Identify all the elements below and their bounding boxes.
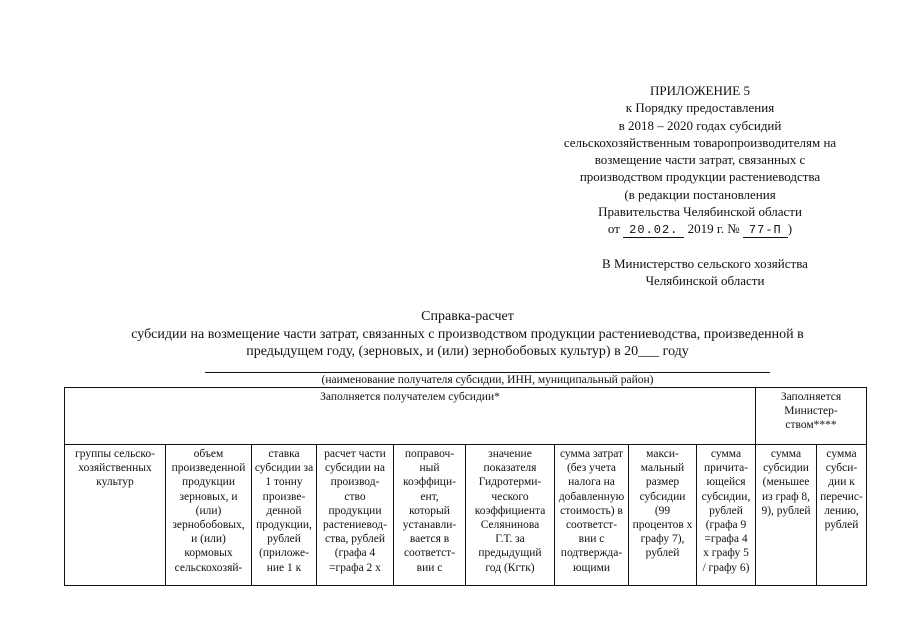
column-header-line: ство [344,490,366,503]
date-suffix: 2019 г. № [687,221,740,237]
column-header-line: поправоч- [404,448,455,460]
document-title [70,308,865,361]
appendix-line: сельскохозяйственным товаропроизводителям на [563,134,837,150]
column-header-line: расчет части [324,448,386,460]
column-header-line: 1 тонну [265,476,303,489]
column-header [252,445,317,586]
column-header-line: подтвержда- [560,547,623,560]
column-header-line: культур [96,476,134,489]
column-header [317,445,394,586]
column-header-line: (графа 4 [334,547,376,560]
column-header-line: мальный [640,462,685,475]
column-header-line: вии с [578,533,605,546]
column-header-line: =графа 2 х [329,561,381,574]
column-header-line: продукции [182,476,235,489]
column-header-line: растениевод- [323,519,387,532]
table-group-header [65,388,867,445]
column-header-line: (меньшее [762,476,810,489]
appendix-date-line [535,220,865,239]
column-header-line: 9), рублей [761,504,811,517]
ministry-line: В Министерство сельского хозяйства [602,256,808,271]
column-header-line: х графу 5 [703,547,749,560]
appendix-line: Правительства Челябинской области [598,204,802,220]
title-line: предыдущем году, (зерновых, и (или) зернобобовых культур) в 20___ году [246,344,689,359]
column-header-line: сумма затрат [559,448,624,460]
recipient-name-line [205,372,770,373]
column-header-line: ный [419,462,440,475]
column-header-line: ющейся [706,476,746,489]
column-header-line: объем [193,448,224,460]
column-header [697,445,756,586]
column-header-line: рублей [267,533,301,546]
column-header-line: субсидии за [254,462,314,475]
column-header-line: продукции, [256,519,312,532]
appendix-line: возмещение части затрат, связанных с [594,152,806,168]
column-header-line: группы сельско- [75,448,155,460]
column-header [629,445,697,586]
column-header-line: рублей [709,504,743,517]
column-header [756,445,817,586]
column-header-line: денной [266,504,302,517]
column-header-line: производ- [330,476,380,489]
ministry-line: Челябинской области [645,273,765,289]
column-header-line: рублей [824,519,859,532]
column-header-line: вии с [416,561,443,574]
appendix-line: к Порядку предоставления [625,100,775,116]
number-suffix: ) [787,221,793,237]
column-header-line: коэффици- [403,476,456,489]
group-recipient: Заполняется получателем субсидии* [65,388,756,445]
column-header-line: лению, [824,504,859,517]
column-header-line: который [409,504,450,517]
handwritten-number: 77-П [743,223,788,238]
column-header-line: субсидии, [701,490,751,503]
column-header [65,445,166,586]
appendix-line: (в редакции постановления [624,186,776,202]
column-header-line: субсидии [763,462,809,475]
column-header-line: субсидии на [325,462,385,475]
column-header-line: макси- [646,448,679,460]
column-header-line: соответст- [403,547,456,560]
column-header-line: =графа 4 [704,533,748,546]
column-header-line: устанавли- [402,519,457,532]
column-header-line: причита- [703,462,749,475]
column-header-line: кормовых [184,547,233,560]
column-header-line: дии к [828,476,855,489]
column-header-line: сумма [770,448,802,460]
appendix-block [535,82,865,240]
column-header-line: ства, рублей [324,533,386,546]
column-header [466,445,555,586]
appendix-line: производством продукции растениеводства [579,169,821,185]
column-header-line: предыдущий [478,547,542,560]
recipient-caption: (наименование получателя субсидии, ИНН, муниципальный район) [321,374,654,386]
column-header-line: сумма [826,448,857,460]
column-header-line: зерновых, и [179,490,238,503]
column-header-line: Гидротерми- [478,476,542,489]
column-header-line: ющими [572,561,611,574]
column-header-line: произведенной [171,462,246,475]
column-header-line: размер [645,476,680,489]
column-header-line: субсидии [639,490,686,503]
column-header [555,445,629,586]
column-header-line: (или) [195,504,222,517]
appendix-line: в 2018 – 2020 годах субсидий [618,117,782,133]
column-header-line: произве- [262,490,306,503]
column-header-line: добавленную [558,490,625,503]
column-header-line: Селянинова [480,519,540,532]
column-header-line: рублей [645,547,680,560]
table-column-headers [65,445,867,586]
group-ministry: Заполняется Министер- ством**** [756,388,867,445]
column-header-line: вается в [409,533,450,546]
date-prefix: от [607,221,620,237]
column-header-line: / графу 6) [702,561,750,574]
column-header-line: ент, [420,490,439,503]
column-header [394,445,466,586]
column-header-line: значение [488,448,532,460]
column-header-line: из граф 8, [761,490,811,503]
column-header-line: (99 [654,504,671,517]
column-header-line: год (Кгтк) [485,561,535,574]
column-header-line: перечис- [820,490,863,503]
calculation-table [64,387,867,586]
appendix-line: ПРИЛОЖЕНИЕ 5 [650,83,750,98]
column-header-line: субси- [825,462,858,475]
column-header-line: (графа 9 [705,519,747,532]
title-line: субсидии на возмещение части затрат, связанных с производством продукции растениеводства, произведенной в [131,326,804,342]
column-header-line: стоимость) в [560,504,623,517]
handwritten-date: 20.02. [623,223,684,238]
column-header-line: хозяйственных [78,462,152,475]
column-header-line: налога на [568,476,615,489]
column-header [166,445,252,586]
title-line: Справка-расчет [421,309,514,324]
column-header-line: соответст- [565,519,618,532]
column-header-line: и (или) [191,533,226,546]
column-header-line: ческого [491,490,529,503]
column-header-line: сельскохозяй- [174,561,243,574]
column-header-line: графу 7), [640,533,685,546]
column-header-line: продукции [328,504,382,517]
column-header-line: Г.Т. за [495,533,525,546]
column-header-line: коэффициента [474,504,546,517]
column-header-line: сумма [710,448,742,460]
column-header-line: ние 1 к [266,561,302,574]
column-header-line: ставка [268,448,300,460]
column-header [817,445,867,586]
column-header-line: (без учета [566,462,617,475]
column-header-line: (приложе- [259,547,309,560]
column-header-line: зернобобовых, [172,519,245,532]
ministry-addressee [540,255,870,290]
column-header-line: показателя [483,462,537,475]
column-header-line: процентов х [632,519,693,532]
